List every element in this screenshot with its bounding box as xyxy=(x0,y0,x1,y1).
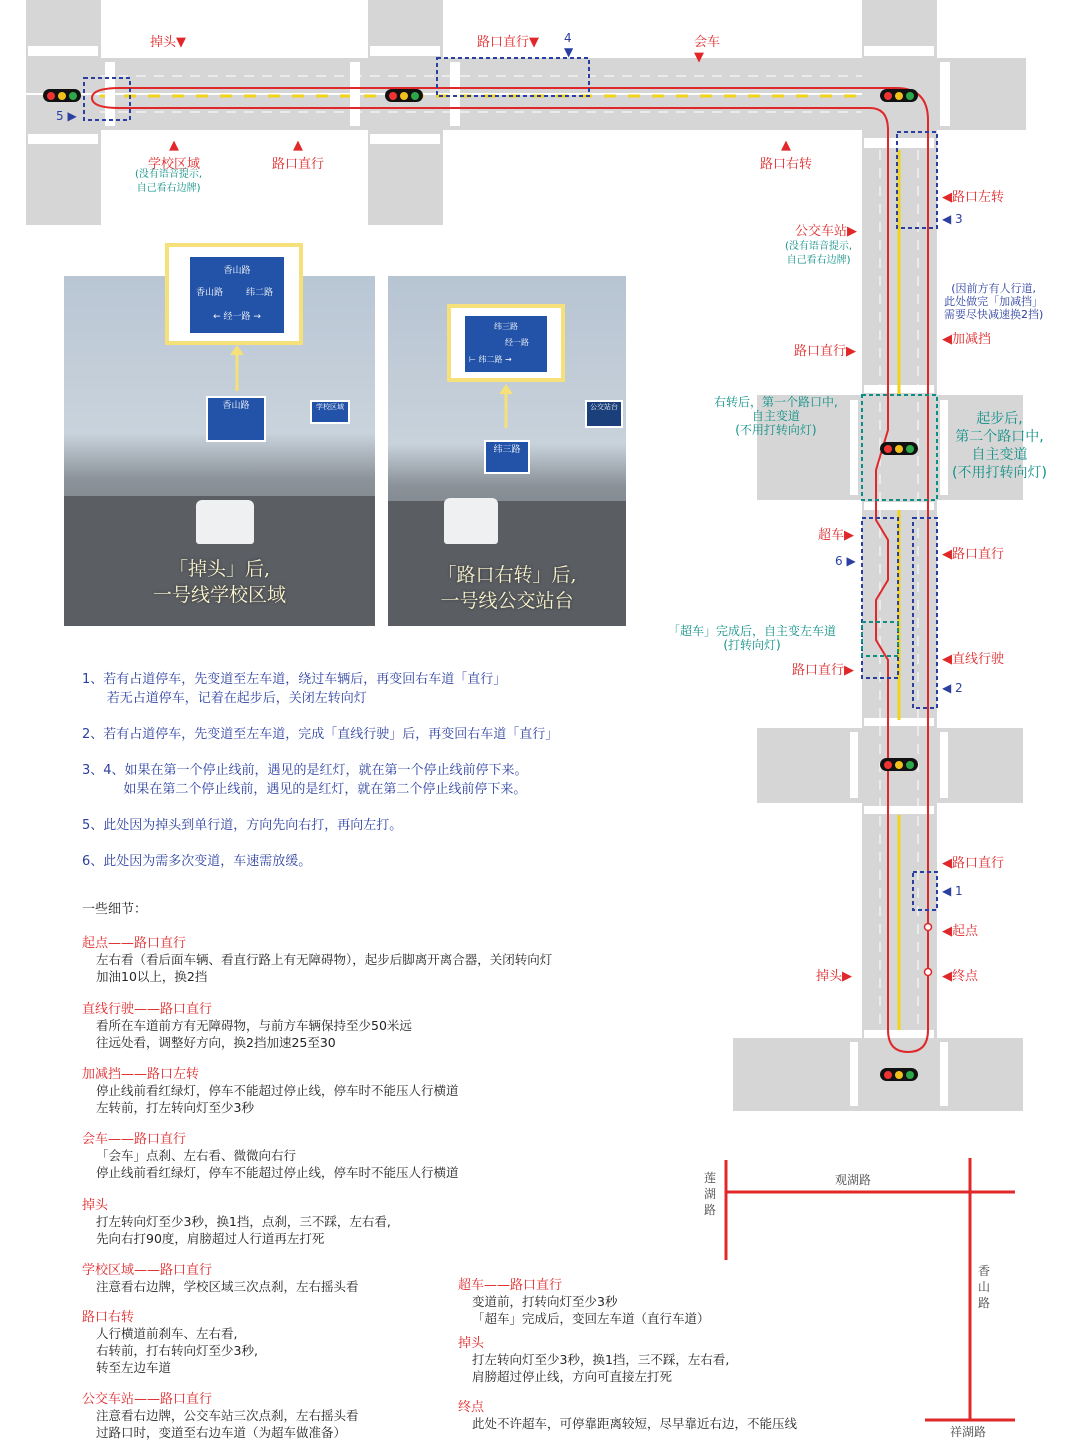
label-overtake: 超车▶ xyxy=(818,528,855,543)
label-marker-6: 6 ▶ xyxy=(835,554,856,568)
label-left-turn: ◀路口左转 xyxy=(942,190,1005,205)
label-overtake-done: 「超车」完成后，自主变左车道 (打转向灯) xyxy=(668,624,837,652)
label-straight-bottom: ▲ 路口直行 xyxy=(272,138,325,172)
road-sign-bus: 公交站台 xyxy=(585,400,623,428)
label-pedestrian-note: (因前方有人行道, 此处做完「加减挡」 需要尽快减速换2挡) xyxy=(944,282,1044,321)
label-marker-1: ◀ 1 xyxy=(942,884,963,898)
label-straight-left-2: 路口直行▶ xyxy=(792,663,855,678)
details-heading: 一些细节： xyxy=(82,902,148,917)
traffic-light-icon xyxy=(880,89,918,102)
label-turnaround-top: 掉头▼ xyxy=(150,35,187,50)
road-sign-school: 学校区域 xyxy=(310,400,350,424)
label-straight-drive: ◀直线行驶 xyxy=(942,652,1005,667)
sign-callout-2: 纬三路 经一路 ⊢ 纬二路 → xyxy=(447,304,565,382)
label-marker-2: ◀ 2 xyxy=(942,681,963,695)
detail-item: 会车——路口直行 「会车」点刹、左右看、微微向右行 停止线前看红绿灯，停车不能超过停止线，停车时不能压人行横道 xyxy=(82,1132,459,1180)
label-after-start: 起步后, 第二个路口中, 自主变道 (不用打转向灯) xyxy=(952,411,1047,481)
traffic-light-icon xyxy=(880,442,918,455)
detail-item: 掉头 打左转向灯至少3秒，换1挡，点刹，三不踩，左右看, 先向右打90度，肩膀超过人行道再左打死 xyxy=(82,1198,391,1246)
note-line: 1、若有占道停车，先变道至左车道，绕过车辆后，再变回右车道「直行」 xyxy=(82,672,507,687)
car xyxy=(196,500,254,544)
sign-callout-1: 香山路 香山路 纬二路 ← 经一路 → xyxy=(165,243,303,345)
label-after-right-turn: 右转后，第一个路口中, 自主变道 (不用打转向灯) xyxy=(714,395,838,437)
detail-item: 路口右转 人行横道前刹车、左右看, 右转前，打右转向灯至少3秒, 转至左边车道 xyxy=(82,1310,258,1375)
notes-block xyxy=(82,670,702,871)
label-school-zone: ▲ 学校区域 xyxy=(148,138,201,172)
label-meeting: 会车 ▼ xyxy=(694,35,721,65)
label-marker-5: 5 ▶ xyxy=(56,109,77,123)
label-start: ◀起点 xyxy=(942,924,979,939)
label-uturn-bottom: 掉头▶ xyxy=(816,969,853,984)
label-marker-4: 4 ▼ xyxy=(564,31,574,59)
detail-item: 直线行驶——路口直行 看所在车道前方有无障碍物，与前方车辆保持至少50米远 往远处看，调整好方向，换2挡加速25至30 xyxy=(82,1002,412,1050)
detail-item: 加减挡——路口左转 停止线前看红绿灯，停车不能超过停止线，停车时不能压人行横道 左转前，打左转向灯至少3秒 xyxy=(82,1067,459,1115)
detail-item: 学校区域——路口直行 注意看右边牌，学校区域三次点刹，左右摇头看 xyxy=(82,1263,359,1294)
car xyxy=(444,498,498,544)
label-straight-right-1: ◀路口直行 xyxy=(942,547,1005,562)
note-line: 3、4、如果在第一个停止线前，遇见的是红灯，就在第一个停止线前停下来。 xyxy=(82,763,528,778)
note-line: 6、此处因为需多次变道，车速需放缓。 xyxy=(82,854,312,869)
detail-item: 掉头 打左转向灯至少3秒，换1挡，三不踩，左右看, 肩膀超过停止线，方向可直接左打死 xyxy=(458,1336,730,1384)
traffic-light-icon xyxy=(43,89,81,102)
detail-item: 起点——路口直行 左右看（看后面车辆、看直行路上有无障碍物），起步后脚离开离合器，关闭转向灯 加油10以上，换2挡 xyxy=(82,936,553,984)
label-bus-stop-note: (没有语音提示, 自己看右边牌) xyxy=(785,241,853,266)
callout-arrow-2 xyxy=(499,384,513,430)
minimap-lianhu: 莲 湖 路 xyxy=(704,1171,717,1217)
detail-item: 超车——路口直行 变道前，打转向灯至少3秒 「超车」完成后，变回左车道（直行车道） xyxy=(458,1278,710,1326)
note-line: 2、若有占道停车，先变道至左车道，完成「直线行驶」后，再变回右车道「直行」 xyxy=(82,727,559,742)
start-marker xyxy=(925,924,932,931)
note-line: 5、此处因为掉头到单行道，方向先向右打，再向左打。 xyxy=(82,818,403,833)
traffic-light-icon xyxy=(880,758,918,771)
road-cross xyxy=(733,1038,1023,1111)
label-school-zone-note: (没有语音提示, 自己看右边牌) xyxy=(135,169,203,194)
note-line: 若无占道停车，记着在起步后，关闭左转向灯 xyxy=(82,691,367,706)
photo-caption: 「掉头」后, 一号线学校区域 xyxy=(152,558,286,606)
label-marker-3: ◀ 3 xyxy=(942,212,963,226)
label-bus-stop: 公交车站▶ xyxy=(795,224,858,239)
minimap-xianghu: 祥湖路 xyxy=(950,1425,987,1439)
detail-item: 终点 此处不许超车，可停靠距离较短，尽早靠近右边，不能压线 xyxy=(458,1400,798,1431)
traffic-light-icon xyxy=(385,89,423,102)
details-right xyxy=(458,1274,878,1432)
end-marker xyxy=(925,969,932,976)
traffic-light-icon xyxy=(880,1068,918,1081)
minimap-xiangshan: 香 山 路 xyxy=(978,1264,991,1310)
road-sign-small: 纬三路 xyxy=(484,440,530,474)
photo-caption: 「路口右转」后, 一号线公交站台 xyxy=(437,564,577,612)
detail-item: 公交车站——路口直行 注意看右边牌，公交车站三次点刹，左右摇头看 过路口时，变道至右边车道（为超车做准备） xyxy=(82,1392,359,1440)
minimap-guanhu: 观湖路 xyxy=(835,1173,872,1187)
label-straight-right-3: ◀路口直行 xyxy=(942,856,1005,871)
label-gear-change: ◀加减挡 xyxy=(942,332,992,347)
label-straight-mid: 路口直行▶ xyxy=(794,344,857,359)
label-right-turn: ▲ 路口右转 xyxy=(760,138,813,172)
label-end: ◀终点 xyxy=(942,969,979,984)
label-straight-top: 路口直行▼ xyxy=(477,35,540,50)
callout-arrow-1 xyxy=(230,345,244,393)
note-line: 如果在第二个停止线前，遇见的是红灯，就在第二个停止线前停下来。 xyxy=(82,782,527,797)
road-sign-small: 香山路 xyxy=(206,396,266,442)
